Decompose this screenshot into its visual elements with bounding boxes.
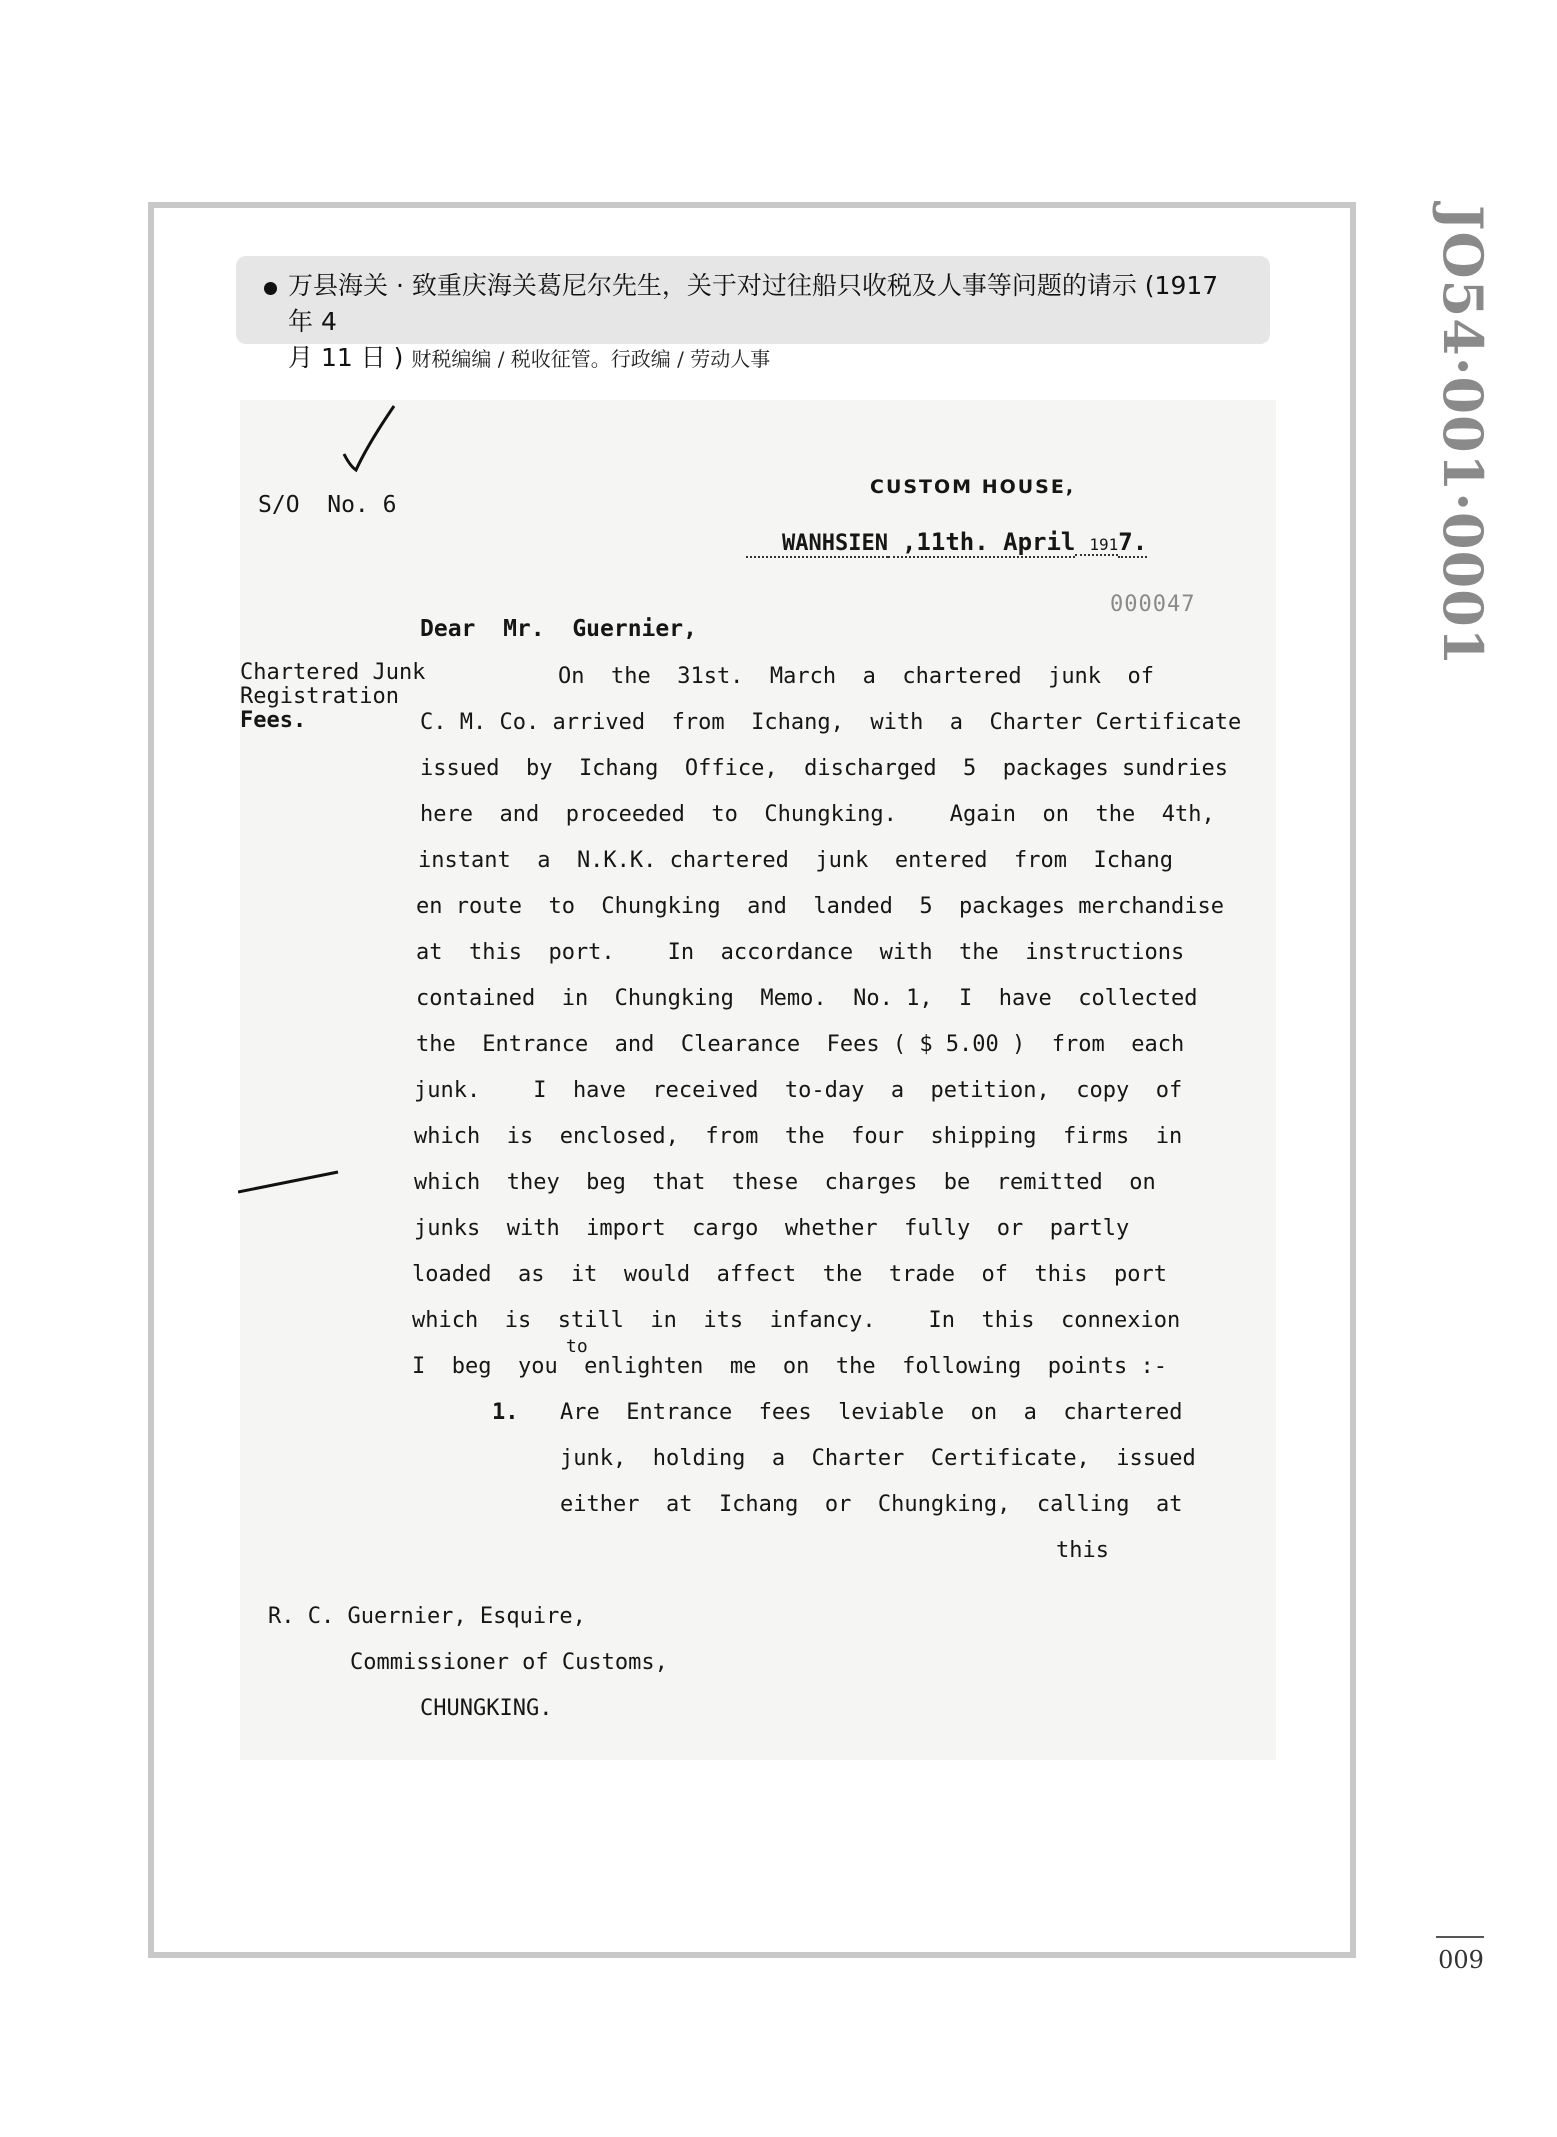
point-number: 1. [492,1400,519,1425]
body-line: at this port. In accordance with the instructions [416,940,1185,965]
body-line: which is still in its infancy. In this connexion [412,1308,1181,1333]
body-line: On the 31st. March a chartered junk of [558,664,1155,689]
inserted-word: to [566,1336,588,1357]
page-number-rule [1436,1936,1484,1938]
body-line: I beg you enlighten me on the following points :- [412,1354,1167,1379]
body-line: the Entrance and Clearance Fees ( $ 5.00 ) from each [416,1032,1185,1057]
margin-note-1: Chartered Junk [240,660,426,685]
letter-date: ,11th. April [888,528,1075,558]
caption-tags: 财税编编 / 税收征管。行政编 / 劳动人事 [411,347,771,371]
letterhead: CUSTOM HOUSE, [870,476,1076,498]
letter-date-line [746,528,1147,556]
salutation: Dear Mr. Guernier, [420,616,697,642]
body-line: junks with import cargo whether fully or partly [414,1216,1130,1241]
letter-ref: S/O No. 6 [258,492,397,518]
letter-place: WANHSIEN [746,531,888,558]
body-line: loaded as it would affect the trade of this port [412,1262,1167,1287]
address-line: R. C. Guernier, Esquire, [268,1604,586,1629]
body-line: here and proceeded to Chungking. Again on the 4th, [420,802,1215,827]
address-line: CHUNGKING. [420,1696,553,1721]
body-line: junk. I have received to-day a petition, copy of [414,1078,1183,1103]
body-line: issued by Ichang Office, discharged 5 packages sundries [420,756,1228,781]
catchword: this [1056,1538,1109,1563]
body-line: instant a N.K.K. chartered junk entered from Ichang [418,848,1173,873]
body-line: which they beg that these charges be remitted on [414,1170,1156,1195]
page-number: 009 [1438,1946,1484,1974]
point-line: Are Entrance fees leviable on a chartered [560,1400,1183,1425]
body-line: en route to Chungking and landed 5 packages merchandise [416,894,1224,919]
body-line: contained in Chungking Memo. No. 1, I have collected [416,986,1198,1011]
archive-code: JO54·001·0001 [1431,205,1495,667]
body-line: which is enclosed, from the four shipping firms in [414,1124,1183,1149]
caption-title-cont: 月 11 日 ) [288,343,404,372]
letter-year-prefix: 191 [1075,535,1118,556]
archive-stamp: 000047 [1110,592,1196,617]
caption-box [236,256,1270,372]
checkmark-icon [338,404,398,476]
address-line: Commissioner of Customs, [350,1650,668,1675]
margin-note-2: Registration [240,684,399,709]
body-line: C. M. Co. arrived from Ichang, with a Charter Certificate [420,710,1242,735]
letter-year-suffix: 7. [1118,528,1148,556]
caption-title: 万县海关 · 致重庆海关葛尼尔先生，关于对过往船只收税及人事等问题的请示 (1917 年 4 [288,271,1219,336]
margin-note-3: Fees. [240,708,307,733]
point-line: either at Ichang or Chungking, calling at [560,1492,1183,1517]
margin-mark-icon [238,1168,342,1198]
caption-second-line [288,340,1240,377]
point-line: junk, holding a Charter Certificate, issued [560,1446,1196,1471]
bullet-icon [264,282,277,295]
